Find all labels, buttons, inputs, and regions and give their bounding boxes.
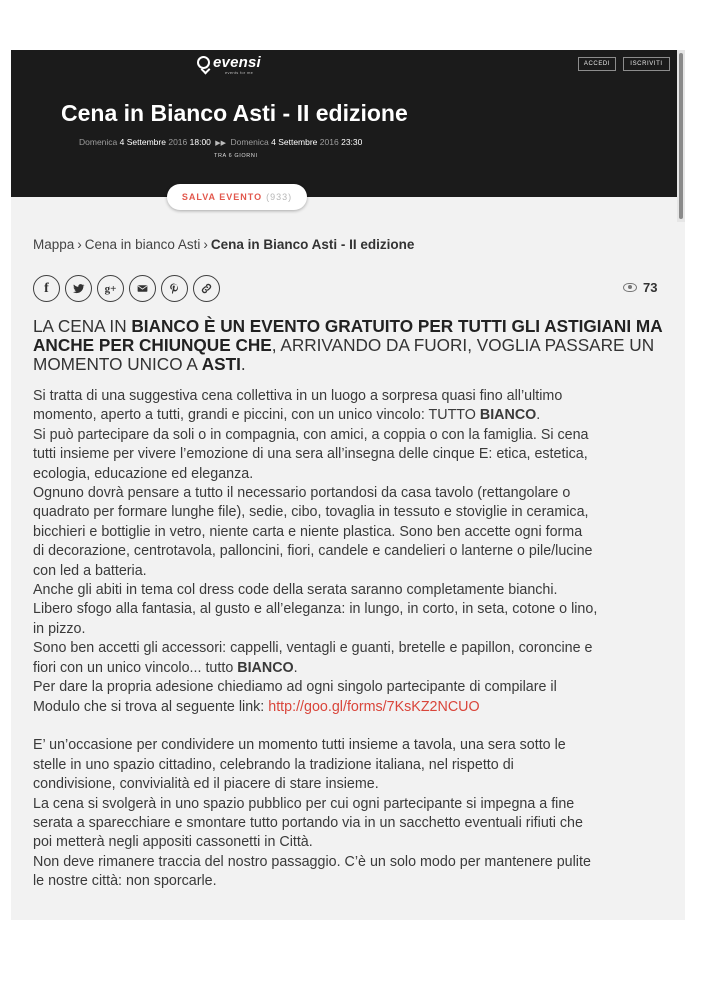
share-facebook-button[interactable]	[33, 275, 60, 302]
description-line: Libero sfogo alla fantasia, al gusto e all’eleganza: in lungo, in corto, in seta, cotone o lino,	[33, 601, 598, 618]
description-line: Modulo che si trova al seguente link: http://goo.gl/forms/7KsKZ2NCUO	[33, 698, 480, 715]
description-line: le nostre città: non sporcarle.	[33, 873, 217, 890]
description-line: Per dare la propria adesione chiediamo ad ogni singolo partecipante di compilare il	[33, 679, 557, 696]
breadcrumb-separator-icon: ›	[77, 237, 82, 252]
pinterest-icon	[168, 282, 181, 295]
views-counter	[623, 280, 657, 295]
end-weekday: Domenica	[230, 137, 269, 147]
description-line: tutti insieme per vivere l’emozione di una sera all’insegna delle cinque E: etica, estetica,	[33, 446, 588, 463]
start-day-month: 4 Settembre	[119, 137, 166, 147]
date-range-arrow-icon: ▶▶	[215, 140, 227, 147]
event-dates	[79, 137, 362, 147]
start-year: 2016	[168, 137, 188, 147]
save-event-count: (933)	[266, 192, 293, 202]
event-description	[33, 387, 663, 892]
description-line: ecologia, educazione ed eleganza.	[33, 465, 254, 482]
breadcrumb-item-event-group[interactable]: Cena in bianco Asti	[84, 237, 201, 252]
share-google-plus-button[interactable]	[97, 275, 124, 302]
signup-form-link[interactable]: http://goo.gl/forms/7KsKZ2NCUO	[268, 698, 480, 715]
description-line: Sono ben accetti gli accessori: cappelli, ventagli e guanti, bretelle e papillon, coroncine e	[33, 640, 593, 657]
description-line: Si può partecipare da soli o in compagnia, con amici, a coppia o con la famiglia. Si cena	[33, 426, 589, 443]
share-link-button[interactable]	[193, 275, 220, 302]
share-twitter-button[interactable]	[65, 275, 92, 302]
end-year: 2016	[319, 137, 339, 147]
description-line: in pizzo.	[33, 620, 86, 637]
start-time: 18:00	[189, 137, 211, 147]
breadcrumb-item-map[interactable]: Mappa	[33, 237, 75, 252]
event-title: Cena in Bianco Asti - II edizione	[61, 100, 408, 126]
description-line: La cena si svolgerà in uno spazio pubblico per cui ogni partecipante si impegna a fine	[33, 795, 575, 812]
description-line: Anche gli abiti in tema col dress code della serata saranno completamente bianchi.	[33, 582, 558, 599]
logo[interactable]	[197, 55, 261, 77]
event-headline: LA CENA IN BIANCO È UN EVENTO GRATUITO PER TUTTI GLI ASTIGIANI MA ANCHE PER CHIUNQUE CHE, ARRIVANDO DA FUORI, VOGLIA PASSARE UN MOMENTO UNICO A ASTI.	[33, 316, 662, 374]
share-email-button[interactable]	[129, 275, 156, 302]
breadcrumb-separator-icon: ›	[203, 237, 208, 252]
link-icon	[200, 282, 213, 295]
logo-pin-icon	[197, 56, 210, 69]
share-pinterest-button[interactable]	[161, 275, 188, 302]
twitter-icon	[72, 282, 85, 295]
event-hero	[11, 50, 677, 197]
description-line: di decorazione, centrotavola, palloncini, fiori, candele e candelieri o lanterne o pile/lucine	[33, 543, 593, 560]
facebook-icon: f	[44, 280, 49, 296]
description-line: Non deve rimanere traccia del nostro passaggio. C’è un solo modo per mantenere pulite	[33, 853, 591, 870]
start-weekday: Domenica	[79, 137, 118, 147]
share-buttons	[33, 275, 220, 302]
email-icon	[136, 282, 149, 295]
login-button[interactable]: ACCEDI	[578, 57, 616, 71]
description-line: Ognuno dovrà pensare a tutto il necessario portandosi da casa tavolo (rettangolare o	[33, 485, 571, 502]
description-line: momento, aperto a tutti, grandi e piccini, con un unico vincolo: TUTTO BIANCO.	[33, 407, 541, 424]
logo-tagline: events for me	[225, 70, 254, 75]
views-count: 73	[643, 280, 658, 295]
description-line: serata a sparecchiare e smontare tutto portando via in un sacchetto eventuali rifiuti che	[33, 814, 583, 831]
description-line: Si tratta di una suggestiva cena collettiva in un luogo a sorpresa quasi fino all’ultimo	[33, 388, 563, 404]
google-plus-icon: g+	[104, 282, 117, 295]
end-day-month: 4 Settembre	[271, 137, 318, 147]
scrollbar-thumb[interactable]	[679, 53, 683, 219]
description-line: stelle in uno spazio cittadino, celebrando la tradizione italiana, nel rispetto di	[33, 756, 514, 773]
save-event-button[interactable]	[167, 184, 307, 210]
description-line: quadrato per formare lunghe file), sedie, cibo, tovaglia in tessuto e stoviglie in ceramica,	[33, 504, 589, 521]
breadcrumb	[33, 237, 414, 252]
logo-text: evensi	[213, 54, 261, 71]
description-line: E’ un’occasione per condividere un momento tutti insieme a tavola, una sera sotto le	[33, 737, 566, 754]
breadcrumb-current: Cena in Bianco Asti - II edizione	[210, 237, 415, 252]
description-line: bicchieri e bottiglie in vetro, niente carta e niente plastica. Sono ben accette ogni forma	[33, 523, 583, 540]
description-line: condivisione, convivialità ed il piacere di stare insieme.	[33, 776, 379, 793]
description-line: poi metterà negli appositi cassonetti in Città.	[33, 834, 313, 851]
event-page	[11, 50, 685, 920]
signup-button[interactable]: ISCRIVITI	[623, 57, 670, 71]
eye-icon	[623, 283, 637, 292]
countdown: TRA 6 GIORNI	[214, 153, 258, 159]
description-line: fiori con un unico vincolo... tutto BIANCO.	[33, 659, 298, 676]
description-line: con led a batteria.	[33, 562, 147, 579]
save-event-label: SALVA EVENTO	[181, 192, 263, 202]
end-time: 23:30	[341, 137, 363, 147]
